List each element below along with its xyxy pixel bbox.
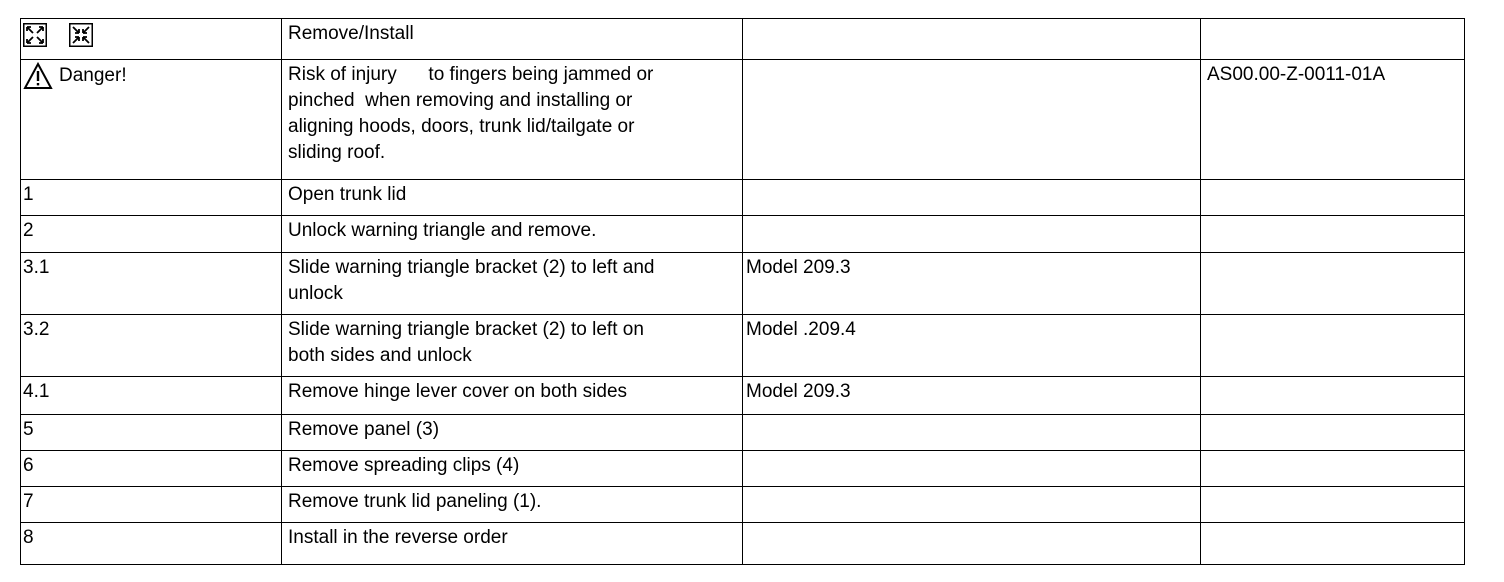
step-text-line: unlock [288, 283, 343, 304]
step-reference [1201, 253, 1465, 315]
header-empty-cell [1201, 19, 1465, 60]
header-title: Remove/Install [282, 19, 743, 60]
step-number: 8 [21, 523, 282, 565]
step-text-line: Slide warning triangle bracket (2) to left and [288, 257, 655, 278]
remove-icon [23, 23, 47, 47]
danger-text-line: sliding roof. [288, 142, 386, 163]
step-model [743, 523, 1201, 565]
step-reference [1201, 180, 1465, 216]
table-row [21, 180, 1465, 216]
step-reference [1201, 523, 1465, 565]
step-text-line: both sides and unlock [288, 345, 472, 366]
danger-reference: AS00.00-Z-0011-01A [1201, 60, 1465, 180]
step-reference [1201, 315, 1465, 377]
step-model: Model 209.3 [743, 377, 1201, 415]
danger-cell [21, 60, 282, 180]
step-reference [1201, 487, 1465, 523]
procedure-table [20, 18, 1465, 565]
step-text: Install in the reverse order [282, 523, 743, 565]
step-reference [1201, 415, 1465, 451]
danger-label: Danger! [59, 65, 127, 86]
table-row-header [21, 19, 1465, 60]
warning-triangle-icon [23, 62, 53, 90]
table-row [21, 216, 1465, 253]
step-text [282, 315, 743, 377]
step-reference [1201, 377, 1465, 415]
step-text: Remove spreading clips (4) [282, 451, 743, 487]
step-text: Remove trunk lid paneling (1). [282, 487, 743, 523]
step-model [743, 487, 1201, 523]
header-empty-cell [743, 19, 1201, 60]
step-text: Open trunk lid [282, 180, 743, 216]
step-reference [1201, 451, 1465, 487]
table-row [21, 523, 1465, 565]
step-number: 6 [21, 451, 282, 487]
step-text: Unlock warning triangle and remove. [282, 216, 743, 253]
step-model: Model 209.3 [743, 253, 1201, 315]
step-number: 7 [21, 487, 282, 523]
step-number: 2 [21, 216, 282, 253]
danger-text-line: aligning hoods, doors, trunk lid/tailgate or [288, 116, 635, 137]
step-text [282, 253, 743, 315]
step-model: Model .209.4 [743, 315, 1201, 377]
install-icon [69, 23, 93, 47]
table-row-danger [21, 60, 1465, 180]
step-number: 4.1 [21, 377, 282, 415]
table-row [21, 487, 1465, 523]
step-number: 5 [21, 415, 282, 451]
table-row [21, 415, 1465, 451]
step-text: Remove hinge lever cover on both sides [282, 377, 743, 415]
step-reference [1201, 216, 1465, 253]
table-row [21, 253, 1465, 315]
step-text-line: Slide warning triangle bracket (2) to left on [288, 319, 644, 340]
step-model [743, 415, 1201, 451]
table-row [21, 451, 1465, 487]
step-text: Remove panel (3) [282, 415, 743, 451]
danger-text [282, 60, 743, 180]
step-number: 3.1 [21, 253, 282, 315]
table-row [21, 315, 1465, 377]
header-icons-cell [21, 19, 282, 60]
step-number: 1 [21, 180, 282, 216]
step-model [743, 451, 1201, 487]
step-model [743, 180, 1201, 216]
danger-text-line: pinched when removing and installing or [288, 90, 633, 111]
table-row [21, 377, 1465, 415]
danger-text-line: Risk of injury to fingers being jammed or [288, 64, 654, 85]
step-model [743, 216, 1201, 253]
step-number: 3.2 [21, 315, 282, 377]
danger-model-cell [743, 60, 1201, 180]
